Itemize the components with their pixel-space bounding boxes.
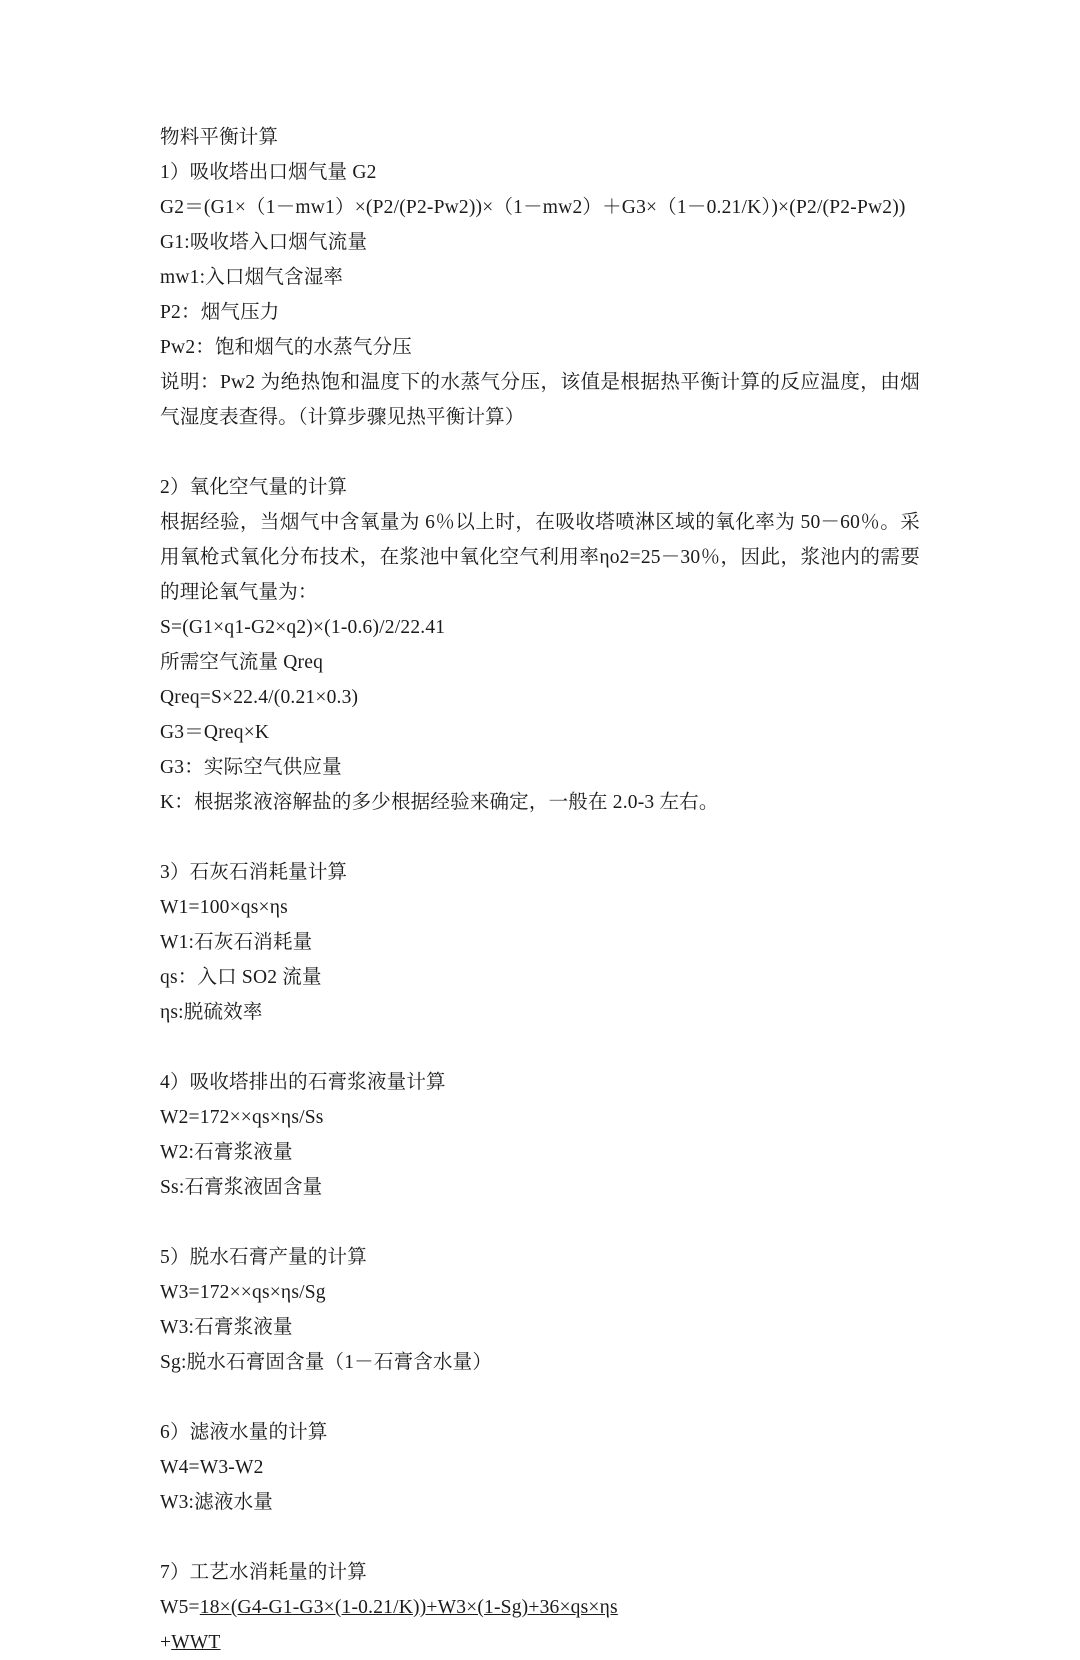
section-3-heading: 3）石灰石消耗量计算 [160, 862, 348, 883]
section-3 [160, 855, 920, 1030]
section-5-formula-w3: W3=172××qs×ηs/Sg [160, 1282, 326, 1303]
section-7-formula-w5 [160, 1590, 920, 1625]
section-2-note: 根据经验，当烟气中含氧量为 6％以上时，在吸收塔喷淋区域的氧化率为 50－60％。采用氧枪式氧化分布技术，在浆池中氧化空气利用率ηo2=25－30％，因此，浆池内的需要的理论氧气量为： [160, 512, 920, 603]
section-1-heading: 1）吸收塔出口烟气量 G2 [160, 162, 377, 183]
section-6-heading: 6）滤液水量的计算 [160, 1422, 328, 1443]
section-1-formula: G2＝(G1×（1－mw1）×(P2/(P2-Pw2))×（1－mw2）＋G3×（1－0.21/K）)×(P2/(P2-Pw2)) [160, 197, 906, 218]
section-5-heading: 5）脱水石膏产量的计算 [160, 1247, 367, 1268]
section-1-note: 说明：Pw2 为绝热饱和温度下的水蒸气分压，该值是根据热平衡计算的反应温度，由烟气湿度表查得。（计算步骤见热平衡计算） [160, 372, 920, 428]
section-5 [160, 1240, 920, 1380]
section-4 [160, 1065, 920, 1205]
formula-prefix: W5= [160, 1597, 200, 1618]
section-2-formula-qreq: Qreq=S×22.4/(0.21×0.3) [160, 687, 359, 708]
section-3-formula-w1: W1=100×qs×ηs [160, 897, 288, 918]
section-1-def-pw2: Pw2：饱和烟气的水蒸气分压 [160, 337, 412, 358]
section-1-def-p2: P2：烟气压力 [160, 302, 280, 323]
section-1-def-g1: G1:吸收塔入口烟气流量 [160, 232, 368, 253]
section-2-formula-s: S=(G1×q1-G2×q2)×(1-0.6)/2/22.41 [160, 617, 446, 638]
spacer-4 [160, 1205, 920, 1240]
document-title: 物料平衡计算 [160, 127, 279, 148]
section-7-formula-w5-cont [160, 1625, 920, 1660]
formula-term-1: 18×(G4-G1-G3×(1-0.21/K))+ [199, 1597, 438, 1618]
section-6-formula-w4: W4=W3-W2 [160, 1457, 264, 1478]
document-body [160, 120, 920, 1660]
section-4-formula-w2: W2=172××qs×ηs/Ss [160, 1107, 324, 1128]
section-3-def-w1: W1:石灰石消耗量 [160, 932, 313, 953]
section-4-def-w2: W2:石膏浆液量 [160, 1142, 293, 1163]
spacer-1 [160, 435, 920, 470]
section-2-def-g3: G3：实际空气供应量 [160, 757, 342, 778]
section-2-formula-g3: G3＝Qreq×K [160, 722, 270, 743]
section-5-def-sg: Sg:脱水石膏固含量（1－石膏含水量） [160, 1352, 493, 1373]
spacer-2 [160, 820, 920, 855]
formula-term-3: 36×qs×ηs [539, 1597, 618, 1618]
spacer-3 [160, 1030, 920, 1065]
section-4-heading: 4）吸收塔排出的石膏浆液量计算 [160, 1072, 446, 1093]
section-7-heading: 7）工艺水消耗量的计算 [160, 1562, 367, 1583]
section-2-label-qreq: 所需空气流量 Qreq [160, 652, 324, 673]
section-6-def-w3: W3:滤液水量 [160, 1492, 273, 1513]
section-1 [160, 155, 920, 435]
section-6 [160, 1415, 920, 1520]
section-7 [160, 1555, 920, 1660]
formula-term-wwt: WWT [171, 1632, 221, 1653]
section-1-def-mw1: mw1:入口烟气含湿率 [160, 267, 344, 288]
section-3-def-qs: qs：入口 SO2 流量 [160, 967, 322, 988]
section-3-def-eta-s: ηs:脱硫效率 [160, 1002, 263, 1023]
formula-continuation-prefix: + [160, 1632, 172, 1653]
formula-term-2: W3×(1-Sg)+ [437, 1597, 540, 1618]
section-2 [160, 470, 920, 820]
section-4-def-ss: Ss:石膏浆液固含量 [160, 1177, 323, 1198]
section-5-def-w3: W3:石膏浆液量 [160, 1317, 293, 1338]
section-2-def-k: K：根据浆液溶解盐的多少根据经验来确定，一般在 2.0-3 左右。 [160, 792, 719, 813]
section-2-heading: 2）氧化空气量的计算 [160, 477, 348, 498]
spacer-6 [160, 1520, 920, 1555]
spacer-5 [160, 1380, 920, 1415]
